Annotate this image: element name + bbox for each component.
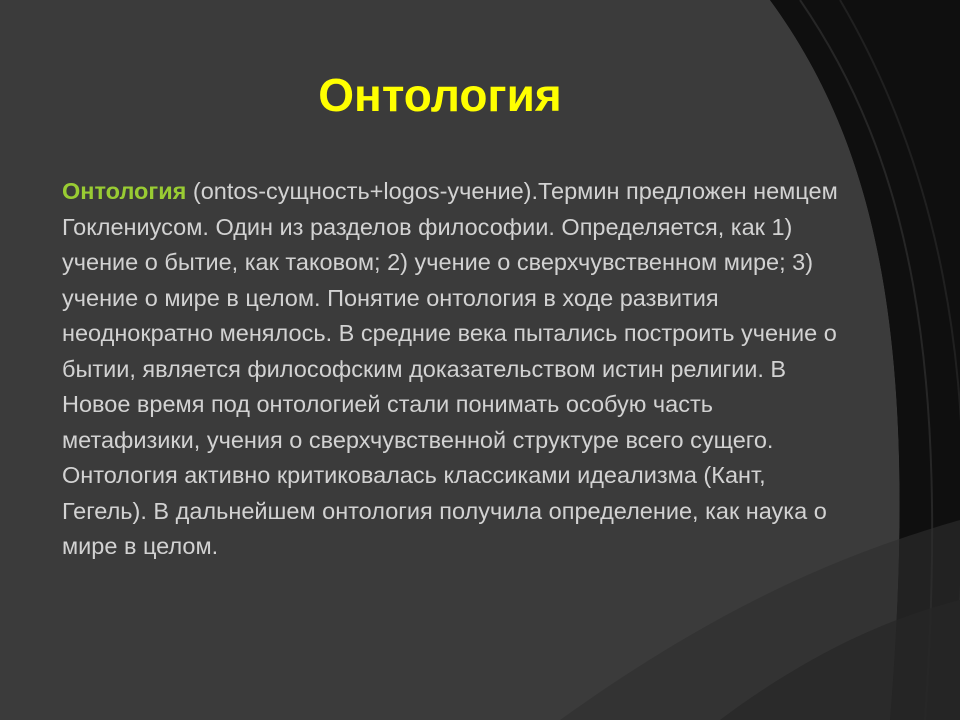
slide-body — [62, 174, 852, 565]
body-text: (ontos-сущность+logos-учение).Термин предложен немцем Гоклениусом. Один из разделов философии. Определяется, как 1) учение о бытие, как таковом; 2) учение о сверхчувственном мире; 3) учение о мире в целом. Понятие онтология в ходе развития неоднократно менялось. В средние века пытались построить учение о бытии, является философским доказательством истин религии. В Новое время под онтологией стали понимать особую часть метафизики, учения о сверхчувственной структуре всего сущего. Онтология активно критиковалась классиками идеализма (Кант, Гегель). В дальнейшем онтология получила определение, как наука о мире в целом. — [62, 178, 838, 559]
highlighted-term: Онтология — [62, 178, 187, 204]
slide-title: Онтология — [318, 69, 562, 121]
